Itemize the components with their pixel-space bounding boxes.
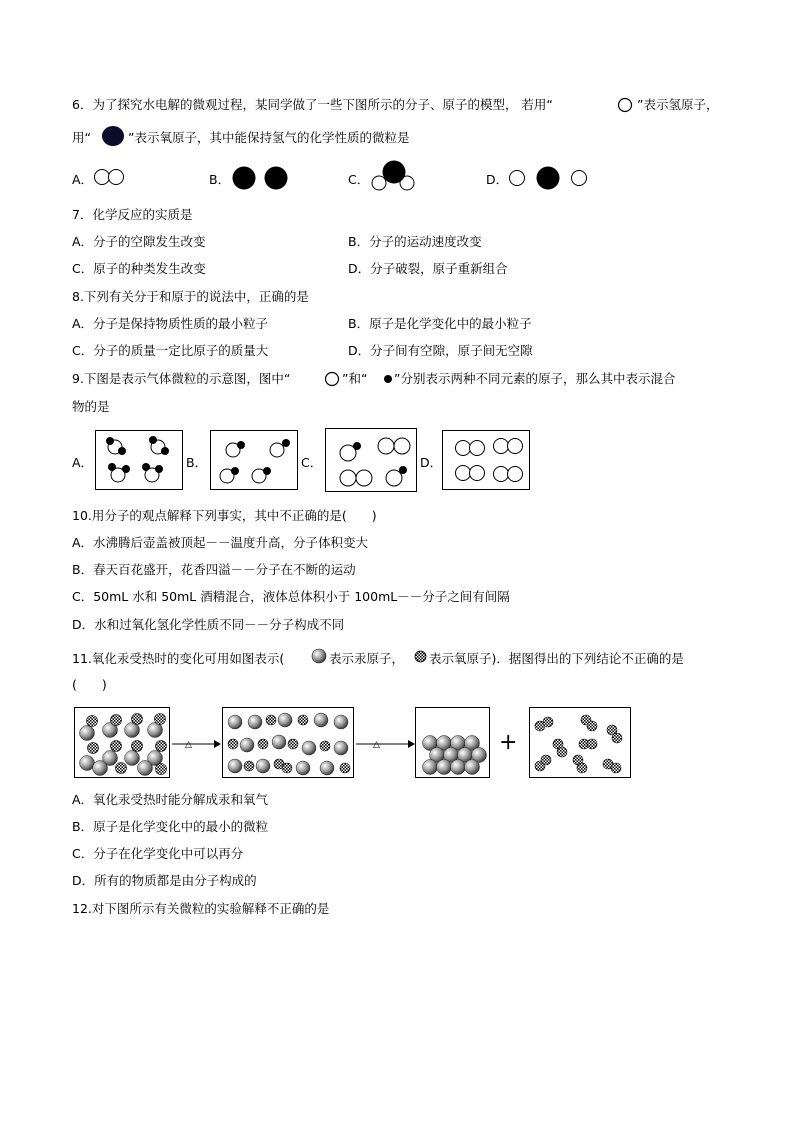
oxygen-atom-icon [100, 124, 126, 148]
q9-option-d-label[interactable]: D． [420, 455, 443, 470]
q7-stem: 7．化学反应的实质是 [72, 207, 193, 222]
heat-symbol-1: △ [185, 740, 192, 750]
q9-stem-line1c: ”分别表示两种不同元素的原子，那么其中表示混合 [394, 371, 676, 386]
q11-mercury-atoms [416, 708, 491, 779]
q11-stem-line1a: 11.氧化汞受热时的变化可用如图表示( [72, 651, 285, 666]
q9-stem-line1b: ”和“ [342, 371, 368, 386]
q9-option-d-diagram [443, 431, 531, 491]
q6-option-d-label[interactable]: D． [486, 172, 509, 187]
hydrogen-atom-icon [617, 97, 633, 113]
q10-option-a[interactable]: A．水沸腾后壶盖被顶起－－温度升高，分子体积变大 [72, 535, 369, 550]
q10-option-c[interactable]: C．50mL 水和 50mL 酒精混合，液体总体积小于 100mL－－分子之间有间隔 [72, 589, 510, 604]
q9-option-d-box[interactable] [442, 430, 530, 490]
q11-atoms-box [222, 707, 354, 778]
q9-option-a-box[interactable] [95, 430, 183, 490]
q8-option-c[interactable]: C．分子的质量一定比原子的质量大 [72, 343, 269, 358]
q9-option-c-box[interactable] [325, 428, 417, 492]
q9-option-a-diagram [96, 431, 184, 491]
q6-option-c-label[interactable]: C． [348, 172, 370, 187]
mercury-atom-icon [311, 648, 327, 664]
q10-option-b[interactable]: B．春天百花盛开，花香四溢－－分子在不断的运动 [72, 562, 356, 577]
q8-option-a[interactable]: A．分子是保持物质性质的最小粒子 [72, 316, 269, 331]
q11-option-c[interactable]: C．分子在化学变化中可以再分 [72, 846, 244, 861]
q11-mercury-box [415, 707, 490, 778]
q11-oxygen-molecules [530, 708, 632, 779]
q9-option-c-diagram [326, 429, 418, 493]
heat-arrow-2 [354, 734, 416, 750]
q11-stem-line1c: 表示氧原子)．据图得出的下列结论不正确的是 [429, 651, 684, 666]
q10-stem: 10.用分子的观点解释下列事实，其中不正确的是( ) [72, 508, 377, 523]
q6-option-b-label[interactable]: B． [209, 172, 231, 187]
q6-option-b-model [230, 164, 292, 192]
q9-option-a-label[interactable]: A． [72, 455, 94, 470]
plus-sign: + [499, 730, 518, 755]
q6-option-a-model [92, 166, 128, 188]
q8-stem: 8.下列有关分于和原于的说法中，正确的是 [72, 289, 309, 304]
q11-stem-line1b: 表示汞原子， [329, 651, 405, 666]
q7-option-b[interactable]: B．分子的运动速度改变 [348, 234, 482, 249]
heat-symbol-2: △ [373, 740, 380, 750]
q11-mercury-oxide-box [74, 707, 170, 778]
oxygen-atom-icon [414, 650, 427, 663]
q9-option-c-label[interactable]: C． [301, 455, 323, 470]
white-atom-icon [324, 371, 340, 387]
q6-stem-line2a: 用“ [72, 130, 91, 145]
q12-stem: 12.对下图所示有关微粒的实验解释不正确的是 [72, 901, 330, 916]
q6-option-a-label[interactable]: A． [72, 172, 94, 187]
black-atom-icon [383, 374, 393, 384]
q6-option-c-model [368, 158, 420, 194]
q10-option-d[interactable]: D．水和过氧化氢化学性质不同－－分子构成不同 [72, 617, 345, 632]
q7-option-a[interactable]: A．分子的空隙发生改变 [72, 234, 206, 249]
q9-option-b-label[interactable]: B． [186, 455, 208, 470]
q11-option-b[interactable]: B．原子是化学变化中的最小的微粒 [72, 819, 269, 834]
q8-option-b[interactable]: B．原子是化学变化中的最小粒子 [348, 316, 532, 331]
q7-option-d[interactable]: D．分子破裂，原子重新组合 [348, 261, 508, 276]
q11-oxygen-box [529, 707, 631, 778]
q6-option-d-model [506, 164, 592, 192]
heat-arrow-1 [170, 734, 222, 750]
q8-option-d[interactable]: D．分子间有空隙，原子间无空隙 [348, 343, 533, 358]
q11-option-a[interactable]: A．氧化汞受热时能分解成汞和氧气 [72, 792, 269, 807]
q6-stem-line1b: ”表示氢原子， [637, 97, 719, 112]
q9-stem-line1a: 9.下图是表示气体微粒的示意图，图中“ [72, 371, 291, 386]
q7-option-c[interactable]: C．原子的种类发生改变 [72, 261, 206, 276]
q6-stem-line1a: 6．为了探究水电解的微观过程，某同学做了一些下图所示的分子、原子的模型， 若用“ [72, 97, 553, 112]
q6-stem-line2b: ”表示氧原子，其中能保持氢气的化学性质的微粒是 [128, 130, 410, 145]
q11-mercury-oxide-molecules [75, 708, 171, 779]
q9-option-b-diagram [211, 431, 299, 491]
q9-stem-line2: 物的是 [72, 399, 110, 414]
q9-option-b-box[interactable] [210, 430, 298, 490]
q11-stem-line2: ( ) [72, 677, 107, 692]
q11-separated-atoms [223, 708, 355, 779]
q11-option-d[interactable]: D．所有的物质都是由分子构成的 [72, 873, 257, 888]
